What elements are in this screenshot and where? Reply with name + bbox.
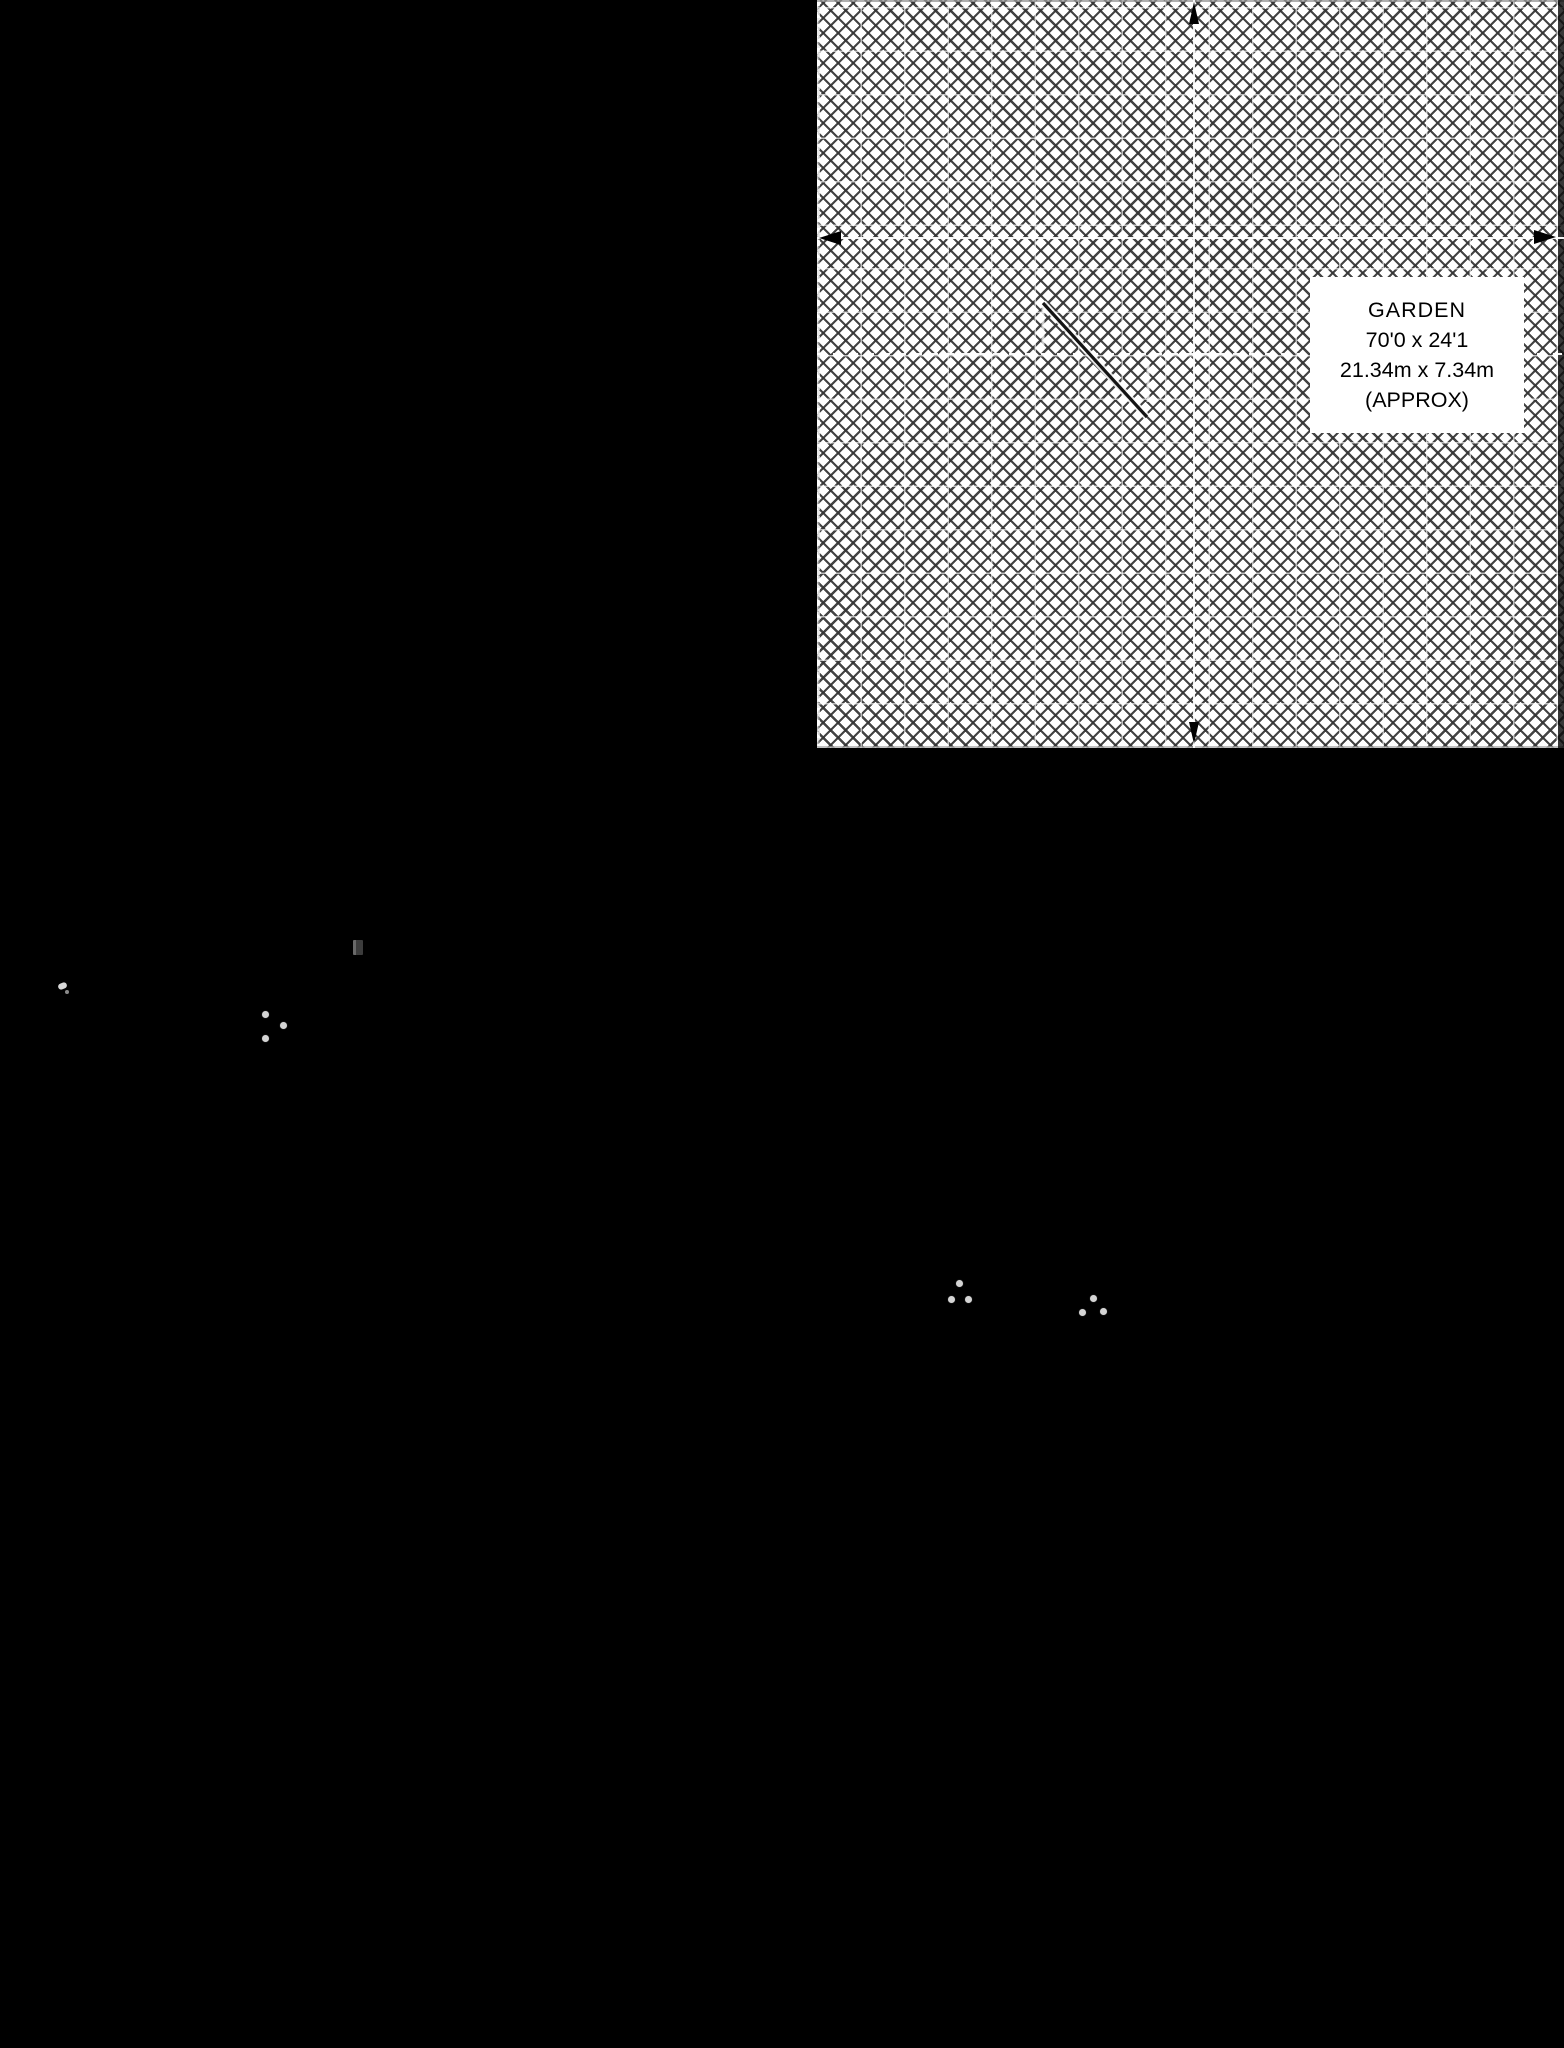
dot xyxy=(1079,1309,1086,1316)
garden-label-box xyxy=(1310,277,1524,433)
dot xyxy=(948,1296,955,1303)
artifact-speck-tail xyxy=(65,990,69,994)
artifact-faint-glyph xyxy=(353,940,363,955)
garden-label-imperial: 70'0 x 24'1 xyxy=(1365,328,1469,352)
dot xyxy=(262,1011,269,1018)
dot xyxy=(262,1035,269,1042)
dot xyxy=(956,1280,963,1287)
dot xyxy=(965,1296,972,1303)
garden-label-title: GARDEN xyxy=(1368,298,1466,322)
garden-label-approx: (APPROX) xyxy=(1365,388,1469,412)
dot xyxy=(280,1022,287,1029)
dot xyxy=(1090,1295,1097,1302)
garden-plot-area xyxy=(817,0,1564,748)
garden-label-metric: 21.34m x 7.34m xyxy=(1339,358,1495,382)
dot xyxy=(1100,1308,1107,1315)
